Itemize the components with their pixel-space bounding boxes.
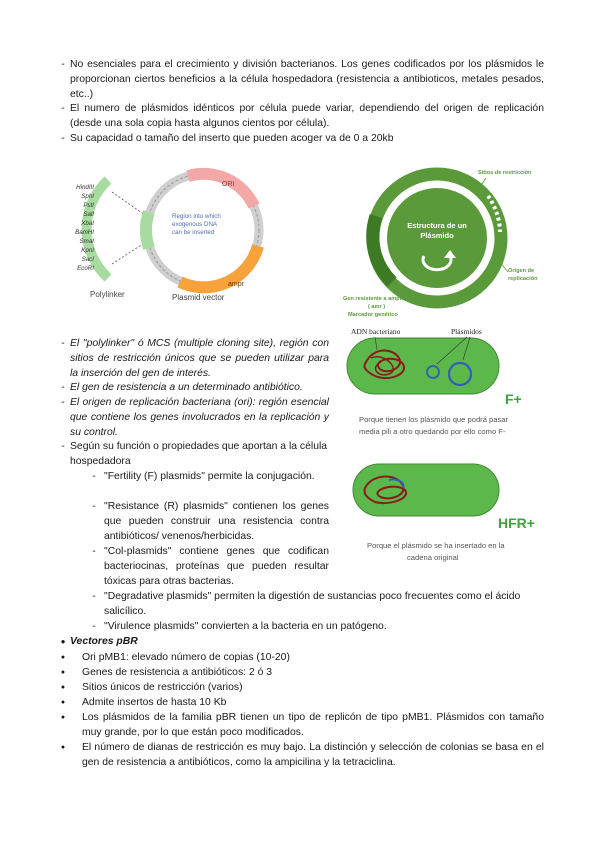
ampr-label: ampr	[228, 281, 244, 288]
bullet-dot: ●	[60, 684, 66, 691]
site-label: EcoRI	[77, 265, 94, 272]
site-label: KpnI	[81, 247, 94, 254]
f-plus-caption-line: Porque tienen los plásmido que podrá pasar	[359, 415, 509, 424]
site-label: XbaI	[81, 220, 94, 227]
site-label: SacI	[81, 256, 94, 263]
pbr-item: Los plásmidos de la familia pBR tienen un tipo de replicón de tipo pMB1. Plásmidos con tamaño muy grande, por lo que están poco modificados.	[82, 712, 544, 738]
region-text	[172, 213, 221, 236]
intro-bullet-3: Su capacidad o tamaño del inserto que pueden acoger va de 0 a 20kb	[70, 133, 394, 144]
marker-label-line: Gen resistente a ampicilina	[343, 296, 416, 302]
hfr-caption-line: Porque el plásmido se ha insertado en la	[367, 541, 505, 550]
site-label: HindIII	[76, 184, 94, 191]
bullet-dash: -	[92, 591, 96, 602]
structure-title-line: Estructura de un	[407, 221, 467, 230]
sub-bullet-resistance: "Resistance (R) plasmids" contienen los genes que pueden construir una resistencia contra antibióticos/ venenos/herbicidas.	[104, 501, 329, 542]
f-plus-figure	[345, 324, 545, 444]
bullet-dot: ●	[60, 714, 66, 721]
marker-label-line: ( amr )	[368, 304, 386, 310]
bullet-dash: -	[61, 59, 65, 70]
sites-label: Sitios de restricción	[478, 170, 532, 176]
bullet-dash: -	[92, 546, 96, 557]
sub-bullet-degradative: "Degradative plasmids" permiten la digestión de sustancias poco frecuentes como el ácido salicílico.	[104, 591, 521, 617]
plasmid-structure-figure	[338, 160, 550, 322]
plasmid-vector-figure	[60, 160, 266, 308]
bacterium-cell	[353, 464, 499, 516]
site-label: BamHI	[75, 229, 94, 236]
bullet-dot: ●	[60, 654, 66, 661]
site-label: SalI	[83, 211, 94, 218]
pbr-heading: Vectores pBR	[70, 636, 138, 647]
polylinker-label: Polylinker	[90, 290, 125, 299]
site-label: SphI	[81, 193, 94, 200]
f-plus-tag: F+	[505, 391, 522, 407]
pbr-item: El número de dianas de restricción es muy bajo. La distinción y selección de colonias se basa en el gen de resistencia a antibióticos, como la ampicilina y la tetraciclina.	[82, 742, 544, 768]
bullet-dash: -	[61, 133, 65, 144]
marker-label-line: Marcador genético	[348, 312, 398, 318]
bullet-dash: -	[61, 397, 65, 408]
mid-bullet-resistance: El gen de resistencia a un determinado antibiótico.	[70, 382, 303, 393]
insert-region-segment	[146, 212, 149, 248]
site-label: PstI	[83, 202, 94, 209]
f-plus-caption-line: media pili a otro quedando por ello como F-	[359, 427, 506, 436]
bullet-dot: ●	[60, 744, 66, 751]
sub-bullet-col: "Col-plasmids" contiene genes que codifican bacteriocinas, proteínas que pueden resultar tóxicas para otras bacterias.	[104, 546, 329, 587]
pbr-item: Ori pMB1: elevado número de copias (10-20)	[82, 652, 290, 663]
pbr-item: Sitios únicos de restricción (varios)	[82, 682, 243, 693]
bullet-dash: -	[92, 501, 96, 512]
mid-bullet-polylinker: El "polylinker" ó MCS (multiple cloning site), región con sitios de restricción únicos que se pueden utilizar para la inserción del gen de interés.	[70, 338, 329, 379]
origin-label-line: replicación	[508, 276, 538, 282]
bullet-dot: ●	[60, 669, 66, 676]
intro-bullet-2: El numero de plásmidos idénticos por célula puede variar, dependiendo del origen de replicación (desde una sola copia hasta algunos cientos por célula).	[70, 103, 544, 129]
sub-bullet-virulence: "Virulence plasmids" convierten a la bacteria en un patógeno.	[104, 621, 387, 632]
region-text-line: exogenous DNA	[172, 221, 218, 228]
plasmid-vector-label: Plasmid vector	[172, 293, 225, 302]
bullet-dash: -	[61, 103, 65, 114]
bullet-dash: -	[61, 382, 65, 393]
ori-label: ORI	[222, 181, 235, 188]
bullet-dash: -	[61, 338, 65, 349]
mid-bullet-function: Según su función o propiedades que aportan a la célula hospedadora	[70, 441, 328, 467]
intro-bullet-1: No esenciales para el crecimiento y división bacterianos. Los genes codificados por los plásmidos le proporcionan ciertos beneficios a la célula hospedadora (resistencia a antibioticos, metales pesados, etc..)	[70, 59, 544, 100]
hfr-figure	[345, 460, 545, 568]
bullet-dot: ●	[60, 637, 66, 646]
structure-title-line: Plásmido	[420, 231, 454, 240]
bullet-dash: -	[61, 441, 65, 452]
sub-bullet-fertility: "Fertility (F) plasmids" permite la conjugación.	[104, 471, 315, 482]
site-label: SmaI	[79, 238, 94, 245]
bullet-dash: -	[92, 471, 96, 482]
hfr-tag: HFR+	[498, 515, 535, 531]
mid-bullet-ori: El origen de replicación bacteriana (ori): región esencial que contiene los genes involucrados en la replicación y su control.	[70, 397, 329, 438]
bullet-dash: -	[92, 621, 96, 632]
pbr-item: Admite insertos de hasta 10 Kb	[82, 697, 227, 708]
pbr-item: Genes de resistencia a antibióticos: 2 ó 3	[82, 667, 273, 678]
region-text-line: can be inserted	[172, 229, 215, 236]
bullet-dot: ●	[60, 699, 66, 706]
adn-label: ADN bacteriano	[351, 327, 401, 336]
region-text-line: Region into which	[172, 213, 221, 220]
plasmidos-label: Plásmidos	[451, 327, 482, 336]
bacterium-cell	[347, 338, 499, 394]
hfr-caption-line: cadena original	[407, 553, 459, 562]
origin-label-line: Origen de	[508, 268, 535, 274]
